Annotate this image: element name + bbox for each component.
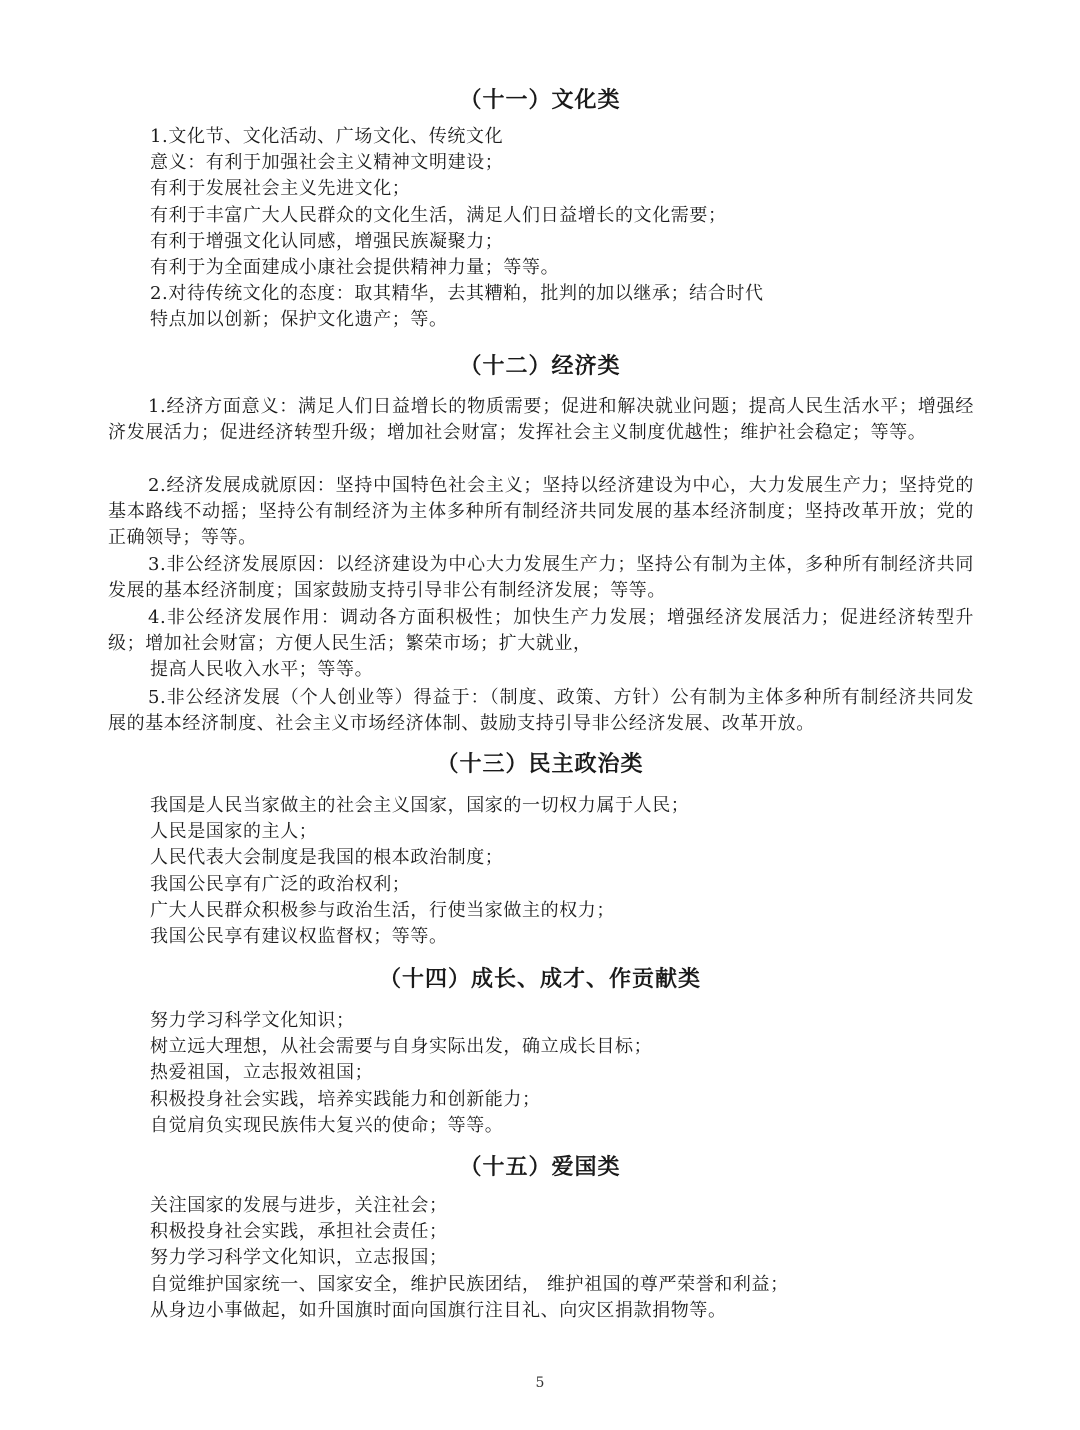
section-heading-growth: （十四）成长、成才、作贡献类 [378,967,701,992]
paragraph-economy-4: 4.非公经济发展作用：调动各方面积极性；加快生产力发展；增强经济发展活力；促进经济转型升级；增加社会财富；方便人民生活；繁荣市场；扩大就业， [108,607,974,655]
text-line: 特点加以创新；保护文化遗产；等。 [150,309,448,331]
text-line: 积极投身社会实践，承担社会责任； [150,1221,448,1243]
text-line: 广大人民群众积极参与政治生活，行使当家做主的权力； [150,899,615,921]
section-body-culture [150,124,764,334]
section-body-patriotism [150,1193,789,1324]
text-line: 1.文化节、文化活动、广场文化、传统文化 [150,126,504,147]
text-line: 有利于丰富广大人民群众的文化生活，满足人们日益增长的文化需要； [150,204,727,226]
text-line: 人民是国家的主人； [150,821,318,843]
text-line: 努力学习科学文化知识； [150,1010,355,1031]
section-heading-culture: （十一）文化类 [459,88,621,113]
text-line: 热爱祖国，立志报效祖国； [150,1062,374,1084]
paragraph-economy-5: 5.非公经济发展（个人创业等）得益于：（制度、政策、方针）公有制为主体多种所有制经济共同发展的基本经济制度、社会主义市场经济体制、鼓励支持引导非公经济发展、改革开放。 [108,687,974,735]
text-line: 自觉维护国家统一、国家安全，维护民族团结， 维护祖国的尊严荣誉和利益； [150,1273,789,1295]
section-body-growth [150,1008,652,1139]
paragraph-economy-4-continued [150,657,373,683]
section-body-democracy [150,793,689,950]
paragraph-economy-1: 1.经济方面意义：满足人们日益增长的物质需要；促进和解决就业问题；提高人民生活水平；增强经济发展活力；促进经济转型升级；增加社会财富；发挥社会主义制度优越性；维护社会稳定；等等。 [108,396,974,444]
text-line: 2.对待传统文化的态度：取其精华，去其糟粕，批判的加以继承；结合时代 [150,283,764,305]
text-line: 关注国家的发展与进步，关注社会； [150,1195,448,1216]
text-line: 提高人民收入水平；等等。 [150,659,374,680]
text-line: 我国是人民当家做主的社会主义国家，国家的一切权力属于人民； [150,795,690,816]
text-line: 从身边小事做起，如升国旗时面向国旗行注目礼、向灾区捐款捐物等。 [150,1299,727,1321]
text-line: 人民代表大会制度是我国的根本政治制度； [150,847,504,869]
text-line: 积极投身社会实践，培养实践能力和创新能力； [150,1088,541,1110]
text-line: 树立远大理想，从社会需要与自身实际出发，确立成长目标； [150,1036,653,1058]
text-line: 我国公民享有建议权监督权；等等。 [150,926,448,948]
text-line: 有利于为全面建成小康社会提供精神力量；等等。 [150,257,560,279]
text-line: 我国公民享有广泛的政治权利； [150,873,411,895]
page-number: 5 [535,1375,545,1391]
text-line: 有利于发展社会主义先进文化； [150,178,411,200]
text-line: 有利于增强文化认同感，增强民族凝聚力； [150,230,504,252]
paragraph-economy-3: 3.非公经济发展原因：以经济建设为中心大力发展生产力；坚持公有制为主体，多种所有制经济共同发展的基本经济制度；国家鼓励支持引导非公有制经济发展；等等。 [108,554,974,602]
section-heading-patriotism: （十五）爱国类 [459,1155,621,1180]
section-heading-democracy: （十三）民主政治类 [436,752,644,777]
section-heading-economy: （十二）经济类 [459,354,621,379]
paragraph-economy-2: 2.经济发展成就原因：坚持中国特色社会主义；坚持以经济建设为中心，大力发展生产力；坚持党的基本路线不动摇；坚持公有制经济为主体多种所有制经济共同发展的基本经济制度；坚持改革开放；党的正确领导；等等。 [108,475,974,549]
text-line: 意义：有利于加强社会主义精神文明建设； [150,152,504,174]
text-line: 自觉肩负实现民族伟大复兴的使命；等等。 [150,1114,504,1136]
text-line: 努力学习科学文化知识，立志报国； [150,1247,448,1269]
